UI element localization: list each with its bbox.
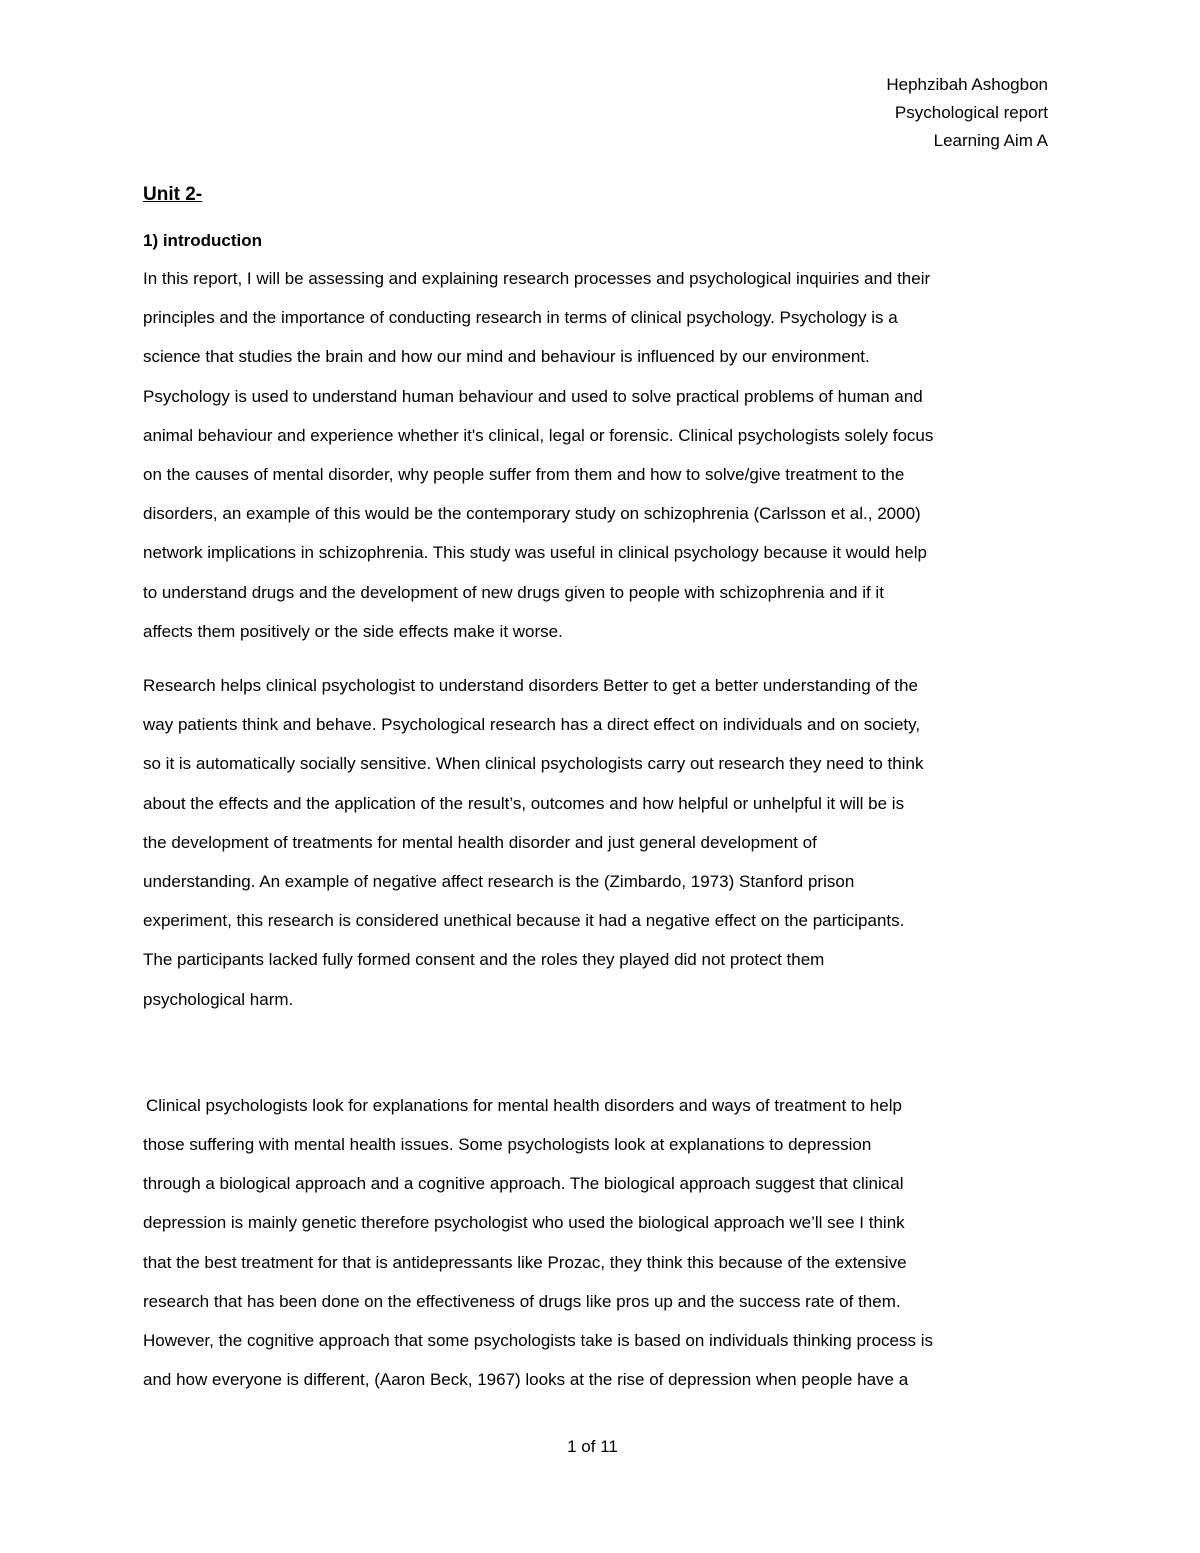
- text-line: Clinical psychologists look for explanations for mental health disorders and ways of treatment to help: [146, 1095, 902, 1115]
- text-line: that the best treatment for that is antidepressants like Prozac, they think this because of the extensive: [143, 1252, 907, 1272]
- text-line: network implications in schizophrenia. This study was useful in clinical psychology because it would help: [143, 543, 927, 563]
- document-header: [886, 71, 1048, 155]
- paragraph-clinical: [143, 1086, 1063, 1400]
- page-number: 1 of 11: [567, 1437, 618, 1456]
- document-body: [143, 182, 1063, 1399]
- section-heading: 1) introduction: [143, 231, 262, 250]
- text-line: disorders, an example of this would be the contemporary study on schizophrenia (Carlsson et al., 2000): [143, 504, 921, 524]
- text-line: However, the cognitive approach that some psychologists take is based on individuals thinking process is: [143, 1331, 933, 1351]
- text-line: experiment, this research is considered unethical because it had a negative effect on the participants.: [143, 911, 905, 931]
- paragraph-research: [143, 666, 1063, 1019]
- text-line: understanding. An example of negative affect research is the (Zimbardo, 1973) Stanford prison: [143, 872, 855, 892]
- text-line: the development of treatments for mental health disorder and just general development of: [143, 832, 817, 852]
- unit-title: Unit 2-: [143, 184, 203, 205]
- learning-aim: Learning Aim A: [933, 131, 1048, 150]
- author-name: Hephzibah Ashogbon: [886, 75, 1048, 94]
- text-line: about the effects and the application of the result’s, outcomes and how helpful or unhelpful it will be is: [143, 793, 905, 813]
- text-line: way patients think and behave. Psychological research has a direct effect on individuals and on society,: [143, 715, 921, 735]
- paragraph-introduction: [143, 259, 1063, 651]
- text-line: Psychology is used to understand human behaviour and used to solve practical problems of human and: [143, 386, 923, 406]
- text-line: and how everyone is different, (Aaron Beck, 1967) looks at the rise of depression when people have a: [143, 1370, 909, 1390]
- text-line: through a biological approach and a cognitive approach. The biological approach suggest that clinical: [143, 1174, 904, 1194]
- text-line: animal behaviour and experience whether it's clinical, legal or forensic. Clinical psychologists solely focus: [143, 425, 934, 445]
- text-line: science that studies the brain and how our mind and behaviour is influenced by our environment.: [143, 347, 870, 367]
- text-line: on the causes of mental disorder, why people suffer from them and how to solve/give treatment to the: [143, 465, 905, 485]
- text-line: principles and the importance of conducting research in terms of clinical psychology. Psychology is a: [143, 308, 898, 328]
- text-line: to understand drugs and the development of new drugs given to people with schizophrenia and if it: [143, 582, 884, 602]
- page-footer: [0, 1434, 1185, 1460]
- text-line: psychological harm.: [143, 989, 294, 1009]
- text-line: so it is automatically socially sensitive. When clinical psychologists carry out research they need to think: [143, 754, 924, 774]
- text-line: In this report, I will be assessing and explaining research processes and psychological inquiries and their: [143, 269, 931, 288]
- document-type: Psychological report: [894, 103, 1048, 122]
- text-line: research that has been done on the effectiveness of drugs like pros up and the success rate of them.: [143, 1291, 901, 1311]
- text-line: Research helps clinical psychologist to understand disorders Better to get a better understanding of the: [143, 676, 918, 696]
- text-line: affects them positively or the side effects make it worse.: [143, 621, 563, 641]
- text-line: depression is mainly genetic therefore psychologist who used the biological approach we’ll see I think: [143, 1213, 905, 1233]
- text-line: The participants lacked fully formed consent and the roles they played did not protect them: [143, 950, 825, 970]
- text-line: those suffering with mental health issues. Some psychologists look at explanations to depression: [143, 1135, 872, 1155]
